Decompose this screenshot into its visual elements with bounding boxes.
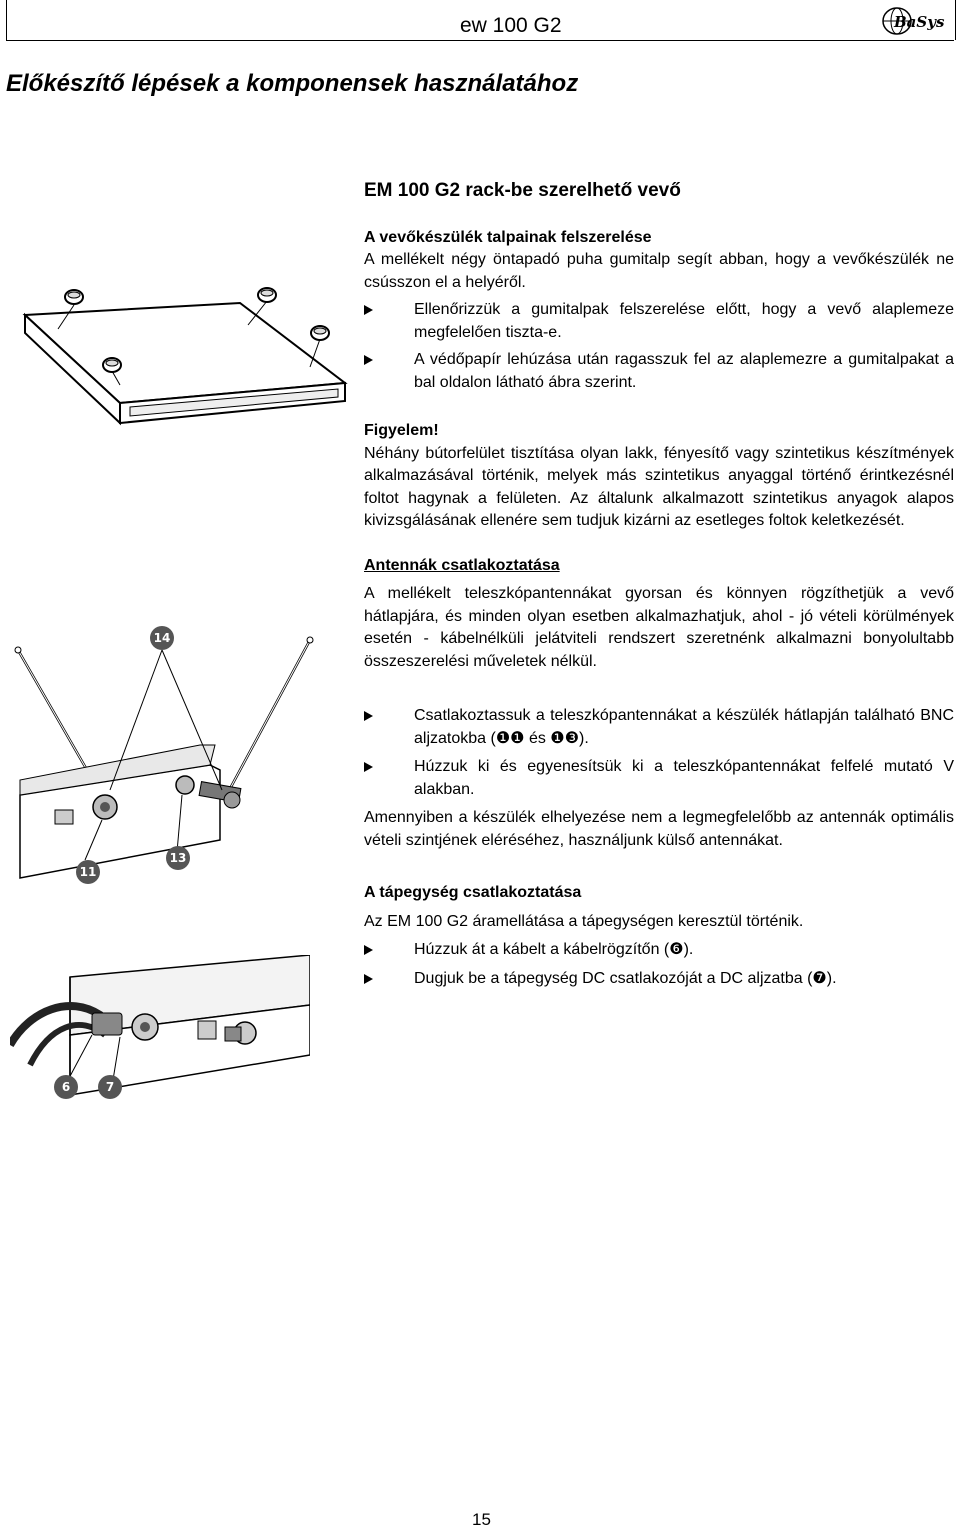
arrow-bullet-icon [364,355,373,365]
basys-logo [880,6,954,36]
header-rule [6,40,954,41]
svg-text:14: 14 [153,631,171,645]
rubber-foot [258,288,276,302]
arrow-bullet-icon [364,945,373,955]
svg-text:6: 6 [61,1080,71,1094]
power-bullet-2: Dugjuk be a tápegység DC csatlakozóját a DC aljzatba (❼). [364,968,954,991]
rubber-foot [65,290,83,304]
rubber-foot [103,358,121,372]
arrow-bullet-icon [364,711,373,721]
feet-bullet-2: A védőpapír lehúzása után ragasszuk fel az alaplemezre a gumitalpakat a bal oldalon látható ábra szerint. [364,349,954,394]
callout-badge-7 [98,1075,122,1099]
antenna-intro: A mellékelt teleszkópantennákat gyorsan és könnyen rögzíthetjük a vevő hátlapjára, és minden olyan esetben alkalmazhatjuk, ahol - jó vételi körülmények esetén - kábelnélküli jelátviteli rendszert szeretnénk alkalmazni bonyolultabb összeszerelési műveletek nélkül. [364,585,954,670]
page-title: Előkészítő lépések a komponensek használatához [6,70,579,97]
section-title: EM 100 G2 rack-be szerelhető vevő [364,180,681,201]
main-text-column [364,180,954,990]
power-intro: Az EM 100 G2 áramellátása a tápegységen keresztül történik. [364,912,804,930]
warning-heading: Figyelem! [364,422,439,439]
callout-badge-11 [76,860,100,884]
svg-text:7: 7 [105,1080,115,1094]
receiver-feet-illustration [20,285,350,430]
arrow-bullet-icon [364,974,373,984]
antenna-bullet-2: Húzzuk ki és egyenesítsük ki a teleszkópantennákat felfelé mutató V alakban. [364,756,954,801]
antenna-heading: Antennák csatlakoztatása [364,556,560,574]
arrow-bullet-icon [364,305,373,315]
antenna-bullet-1: Csatlakoztassuk a teleszkópantennákat a készülék hátlapján található BNC aljzatokba (❶❶ és ❶❸). [364,705,954,750]
rubber-foot [311,326,329,340]
svg-text:BaSys: BaSys [894,13,945,31]
callout-badge-14 [150,626,174,650]
header-title: ew 100 G2 [460,14,562,37]
antenna-note: Amennyiben a készülék elhelyezése nem a legmegfelelőbb az antennák optimális vételi szintjének eléréséhez, használjunk külső antennákat. [364,809,954,849]
svg-text:13: 13 [169,851,187,865]
warning-text: Néhány bútorfelület tisztítása olyan lakk, fényesítő vagy szintetikus készítmények alkalmazásával történik, melyek más szintetikus anyaggal történő érintkezésnél foltot hagynak a felületen. Az általunk alkalmazott szintetikus anyagok alapos kivizsgálásának ellenére sem tudjuk kizárni az esetleges foltok keletkezését. [364,444,954,529]
arrow-bullet-icon [364,762,373,772]
page-number: 15 [472,1510,491,1529]
power-connection-illustration [10,955,310,1105]
callout-badge-13 [166,846,190,870]
power-bullet-1: Húzzuk át a kábelt a kábelrögzítőn (❻). [364,939,954,962]
svg-text:11: 11 [79,865,97,879]
feet-intro: A mellékelt négy öntapadó puha gumitalp segít abban, hogy a vevőkészülék ne csússzon el a helyéről. [364,251,954,291]
callout-badge-6 [54,1075,78,1099]
power-heading: A tápegység csatlakoztatása [364,884,582,901]
feet-heading: A vevőkészülék talpainak felszerelése [364,228,652,246]
feet-bullet-1: Ellenőrizzük a gumitalpak felszerelése előtt, hogy a vevő alaplemeze megfelelően tiszta-e. [364,299,954,344]
antenna-connection-illustration [10,620,340,890]
